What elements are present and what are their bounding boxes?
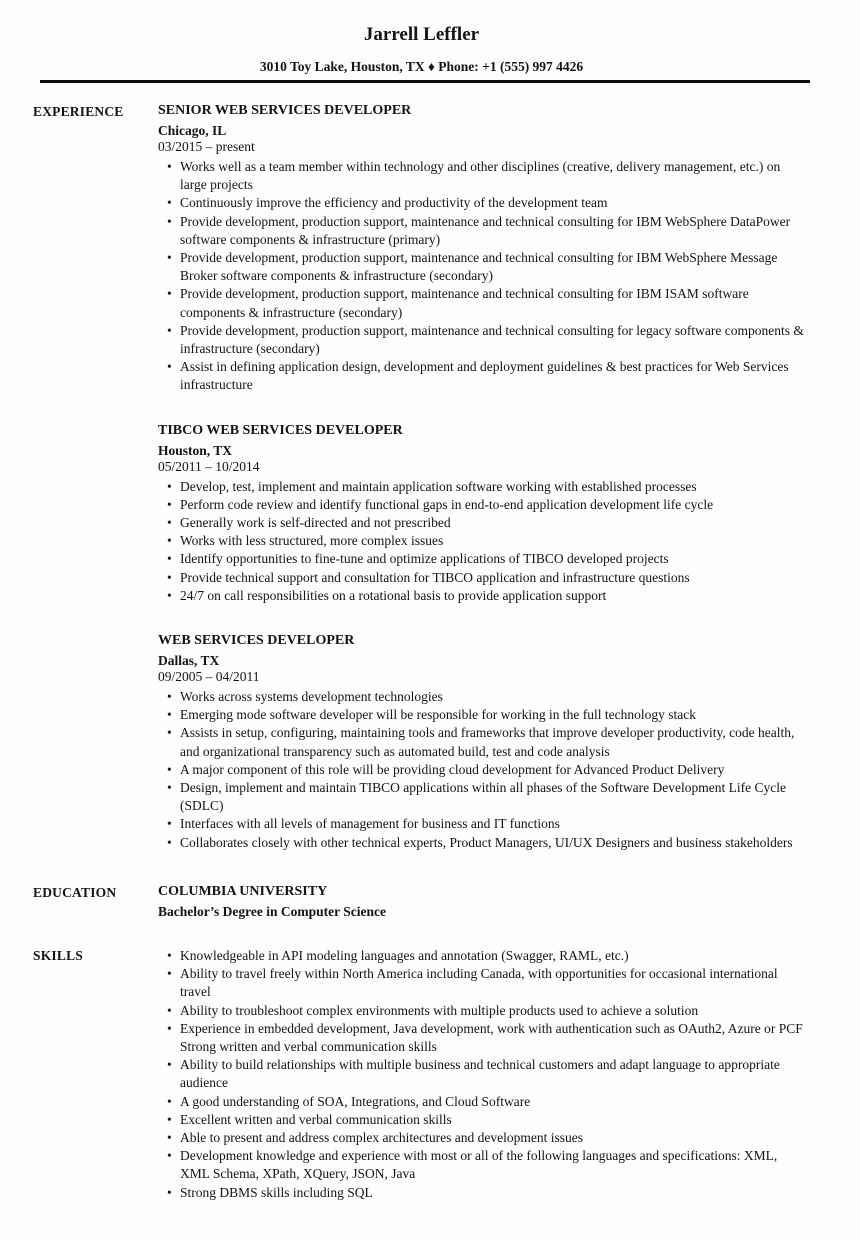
job-bullet: • Works well as a team member within technology and other disciplines (creative, delivery management, etc.) on large projects [180, 158, 810, 194]
job-bullet: • Assists in setup, configuring, maintaining tools and frameworks that improve developer productivity, code health, and organizational transparency such as automated build, test and code analysis [180, 724, 810, 760]
job-title: SENIOR WEB SERVICES DEVELOPER [158, 103, 412, 118]
job-bullet: • Collaborates closely with other technical experts, Product Managers, UI/UX Designers and business stakeholders [180, 834, 810, 852]
job-title: TIBCO WEB SERVICES DEVELOPER [158, 422, 403, 438]
job-entry-2 [158, 422, 810, 605]
resume-header [33, 24, 810, 83]
skill-bullet: • Ability to travel freely within North America including Canada, with opportunities for occasional international travel [180, 965, 810, 1001]
job-bullet: • Generally work is self-directed and not prescribed [180, 514, 810, 532]
experience-section [33, 102, 810, 852]
job-bullet: • Provide development, production support, maintenance and technical consulting for IBM ISAM software components & infrastructure (secondary) [180, 285, 810, 321]
degree-name: Bachelor’s Degree in Computer Science [158, 903, 386, 919]
job-bullet: • Design, implement and maintain TIBCO applications within all phases of the Software Development Life Cycle (SDLC) [180, 779, 810, 815]
job-title: WEB SERVICES DEVELOPER [158, 633, 355, 649]
contact-line: 3010 Toy Lake, Houston, TX ♦ Phone: +1 (555) 997 4426 [259, 59, 584, 74]
job-bullet: • Develop, test, implement and maintain application software working with established processes [180, 478, 810, 496]
job-bullet: • 24/7 on call responsibilities on a rotational basis to provide application support [180, 587, 810, 605]
experience-section-content [158, 102, 810, 852]
job-bullet-list [158, 688, 810, 852]
candidate-name: Jarrell Leffler [363, 24, 480, 45]
skills-bullet-list [158, 947, 810, 1202]
job-bullet: • Provide technical support and consultation for TIBCO application and infrastructure questions [180, 569, 810, 587]
job-bullet: • Works across systems development technologies [180, 688, 810, 706]
education-section-label: EDUCATION [33, 884, 117, 900]
job-dates: 09/2005 – 04/2011 [158, 669, 260, 685]
job-dates: 03/2015 – present [158, 139, 255, 154]
job-bullet: • Provide development, production support, maintenance and technical consulting for IBM WebSphere Message Broker software components & infrastructure (secondary) [180, 249, 810, 285]
skills-section [33, 946, 810, 1202]
skill-bullet: • Ability to troubleshoot complex environments with multiple products used to achieve a solution [180, 1002, 810, 1020]
job-bullet: • Works with less structured, more complex issues [180, 532, 810, 550]
job-bullet: • Perform code review and identify functional gaps in end-to-end application development life cycle [180, 496, 810, 514]
job-location: Houston, TX [158, 442, 233, 458]
skill-bullet: • Strong DBMS skills including SQL [180, 1184, 810, 1202]
skill-bullet: • Experience in embedded development, Java development, work with authentication such as OAuth2, Azure or PCF Strong written and verbal communication skills [180, 1020, 810, 1056]
education-section [33, 883, 810, 920]
job-bullet-list [158, 158, 810, 395]
header-rule [40, 80, 810, 83]
skill-bullet: • Knowledgeable in API modeling languages and annotation (Swagger, RAML, etc.) [180, 947, 810, 965]
skills-section-content [158, 946, 810, 1202]
job-entry-1 [158, 102, 810, 395]
job-bullet: • A major component of this role will be providing cloud development for Advanced Product Delivery [180, 761, 810, 779]
job-bullet: • Continuously improve the efficiency and productivity of the development team [180, 194, 810, 212]
job-location: Dallas, TX [158, 653, 220, 669]
job-dates: 05/2011 – 10/2014 [158, 458, 260, 474]
job-bullet-list [158, 478, 810, 605]
job-bullet: • Assist in defining application design, development and deployment guidelines & best practices for Web Services infrastructure [180, 358, 810, 394]
skill-bullet: • Development knowledge and experience with most or all of the following languages and specifications: XML, XML Schema, XPath, XQuery, JSON, Java [180, 1147, 810, 1183]
skill-bullet: • A good understanding of SOA, Integrations, and Cloud Software [180, 1093, 810, 1111]
education-section-content [158, 883, 810, 920]
skill-bullet: • Excellent written and verbal communication skills [180, 1111, 810, 1129]
job-bullet: • Provide development, production support, maintenance and technical consulting for legacy software components & infrastructure (secondary) [180, 322, 810, 358]
job-bullet: • Emerging mode software developer will be responsible for working in the full technology stack [180, 706, 810, 724]
job-location: Chicago, IL [158, 123, 227, 138]
job-bullet: • Interfaces with all levels of management for business and IT functions [180, 815, 810, 833]
job-bullet: • Identify opportunities to fine-tune and optimize applications of TIBCO developed projects [180, 550, 810, 568]
skill-bullet: • Able to present and address complex architectures and development issues [180, 1129, 810, 1147]
school-name: COLUMBIA UNIVERSITY [158, 883, 328, 899]
job-entry-3 [158, 632, 810, 852]
experience-section-label: EXPERIENCE [33, 104, 124, 119]
skills-section-label: SKILLS [33, 947, 83, 963]
job-bullet: • Provide development, production support, maintenance and technical consulting for IBM WebSphere DataPower software components & infrastructure (primary) [180, 213, 810, 249]
skill-bullet: • Ability to build relationships with multiple business and technical customers and adapt language to appropriate audience [180, 1056, 810, 1092]
